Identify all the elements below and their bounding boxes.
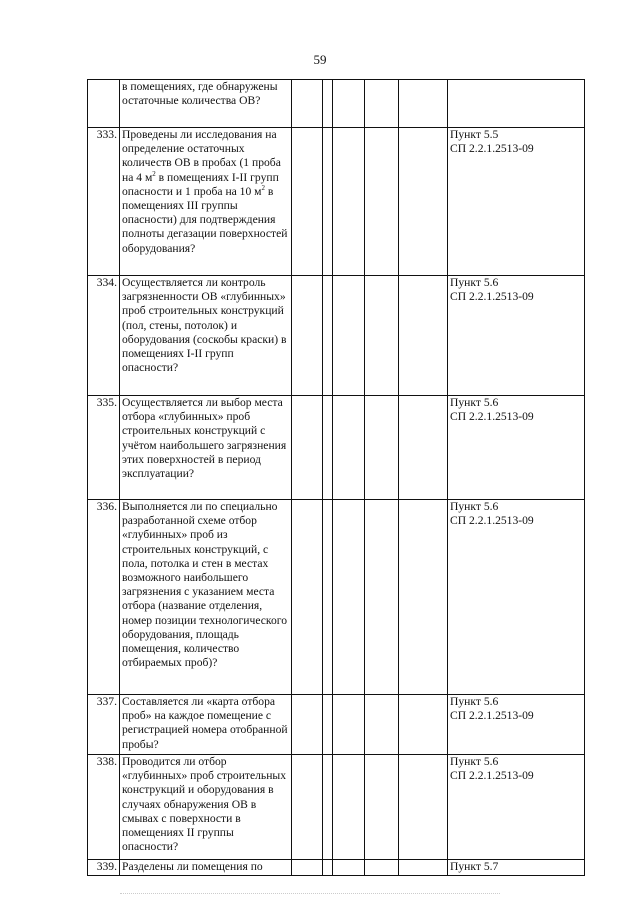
answer-cell [365, 755, 399, 860]
answer-cell [365, 80, 399, 128]
answer-cell [333, 500, 365, 695]
reference-cell [448, 500, 585, 695]
answer-cell [323, 860, 333, 876]
table-row [88, 695, 585, 755]
reference-doc: СП 2.2.1.2513-09 [450, 709, 534, 723]
answer-cell [292, 860, 323, 876]
reference-cell [448, 276, 585, 396]
row-number: 337. [88, 695, 120, 755]
row-number: 338. [88, 755, 120, 860]
answer-cell [292, 396, 323, 500]
answer-cell [365, 128, 399, 276]
reference-doc: СП 2.2.1.2513-09 [450, 769, 534, 783]
scan-edge-line [120, 893, 500, 894]
answer-cell [292, 755, 323, 860]
answer-cell [292, 500, 323, 695]
table-row [88, 80, 585, 128]
requirement-text: Выполняется ли по специально разработанной схеме отбор «глубинных» проб из строительных конструкций, с пола, потолка и стен в местах возможного наибольшего загрязнения с указанием места отбора (название отделения, номер позиции технологического оборудования, площадь помещения, количество отбираемых проб)? [120, 500, 292, 695]
row-number: 334. [88, 276, 120, 396]
answer-cell [323, 80, 333, 128]
answer-cell [399, 276, 448, 396]
answer-cell [292, 128, 323, 276]
answer-cell [399, 755, 448, 860]
checklist-table [87, 79, 585, 876]
reference-item: Пункт 5.6 [450, 396, 499, 409]
answer-cell [365, 500, 399, 695]
answer-cell [399, 860, 448, 876]
answer-cell [365, 396, 399, 500]
answer-cell [399, 695, 448, 755]
reference-cell [448, 695, 585, 755]
answer-cell [399, 500, 448, 695]
page-number: 59 [313, 52, 327, 67]
row-number [88, 80, 120, 128]
reference-item: Пункт 5.6 [450, 755, 499, 768]
reference-item: Пункт 5.6 [450, 276, 499, 289]
answer-cell [333, 755, 365, 860]
requirement-text: Разделены ли помещения по [120, 860, 292, 876]
answer-cell [399, 128, 448, 276]
answer-cell [323, 396, 333, 500]
table-row [88, 128, 585, 276]
row-number: 335. [88, 396, 120, 500]
answer-cell [292, 80, 323, 128]
requirement-text: в помещениях, где обнаружены остаточные количества ОВ? [120, 80, 292, 128]
reference-item: Пункт 5.5 [450, 128, 499, 141]
answer-cell [323, 500, 333, 695]
table-row [88, 276, 585, 396]
answer-cell [399, 396, 448, 500]
reference-doc: СП 2.2.1.2513-09 [450, 514, 534, 528]
reference-doc: СП 2.2.1.2513-09 [450, 410, 534, 424]
answer-cell [333, 860, 365, 876]
answer-cell [292, 695, 323, 755]
reference-cell [448, 396, 585, 500]
reference-item: Пункт 5.6 [450, 500, 499, 513]
answer-cell [365, 860, 399, 876]
requirement-text: Осуществляется ли контроль загрязненности ОВ «глубинных» проб строительных конструкций (пол, стены, потолок) и оборудования (соскобы краски) в помещениях I-II групп опасности? [120, 276, 292, 396]
row-number: 336. [88, 500, 120, 695]
answer-cell [399, 80, 448, 128]
answer-cell [323, 755, 333, 860]
row-number: 333. [88, 128, 120, 276]
answer-cell [333, 80, 365, 128]
table-row [88, 396, 585, 500]
answer-cell [323, 695, 333, 755]
answer-cell [333, 128, 365, 276]
table-row [88, 755, 585, 860]
reference-cell [448, 128, 585, 276]
answer-cell [323, 276, 333, 396]
table-row [88, 500, 585, 695]
answer-cell [333, 396, 365, 500]
requirement-text: Осуществляется ли выбор места отбора «глубинных» проб строительных конструкций с учётом наибольшего загрязнения этих поверхностей в период эксплуатации? [120, 396, 292, 500]
row-number: 339. [88, 860, 120, 876]
requirement-text: Проведены ли исследования на определение остаточных количеств ОВ в пробах (1 проба на 4 $м^2$ в помещениях I-II групп опасности и 1 проба на 10 $м^2$ в помещениях III группы опасности) для подтверждения полноты дегазации поверхностей оборудования? [120, 128, 292, 276]
requirement-text: Проводится ли отбор «глубинных» проб строительных конструкций и оборудования в случаях обнаружения ОВ в смывах с поверхности в помещениях II группы опасности? [120, 755, 292, 860]
reference-doc: СП 2.2.1.2513-09 [450, 142, 534, 156]
requirement-text: Составляется ли «карта отбора проб» на каждое помещение с регистрацией номера отобранной пробы? [120, 695, 292, 755]
answer-cell [365, 695, 399, 755]
answer-cell [292, 276, 323, 396]
reference-item: Пункт 5.7 [450, 860, 499, 873]
reference-cell [448, 80, 585, 128]
reference-cell [448, 860, 585, 876]
answer-cell [365, 276, 399, 396]
reference-item: Пункт 5.6 [450, 695, 499, 708]
answer-cell [333, 695, 365, 755]
answer-cell [333, 276, 365, 396]
reference-doc: СП 2.2.1.2513-09 [450, 290, 534, 304]
answer-cell [323, 128, 333, 276]
table-row [88, 860, 585, 876]
reference-cell [448, 755, 585, 860]
